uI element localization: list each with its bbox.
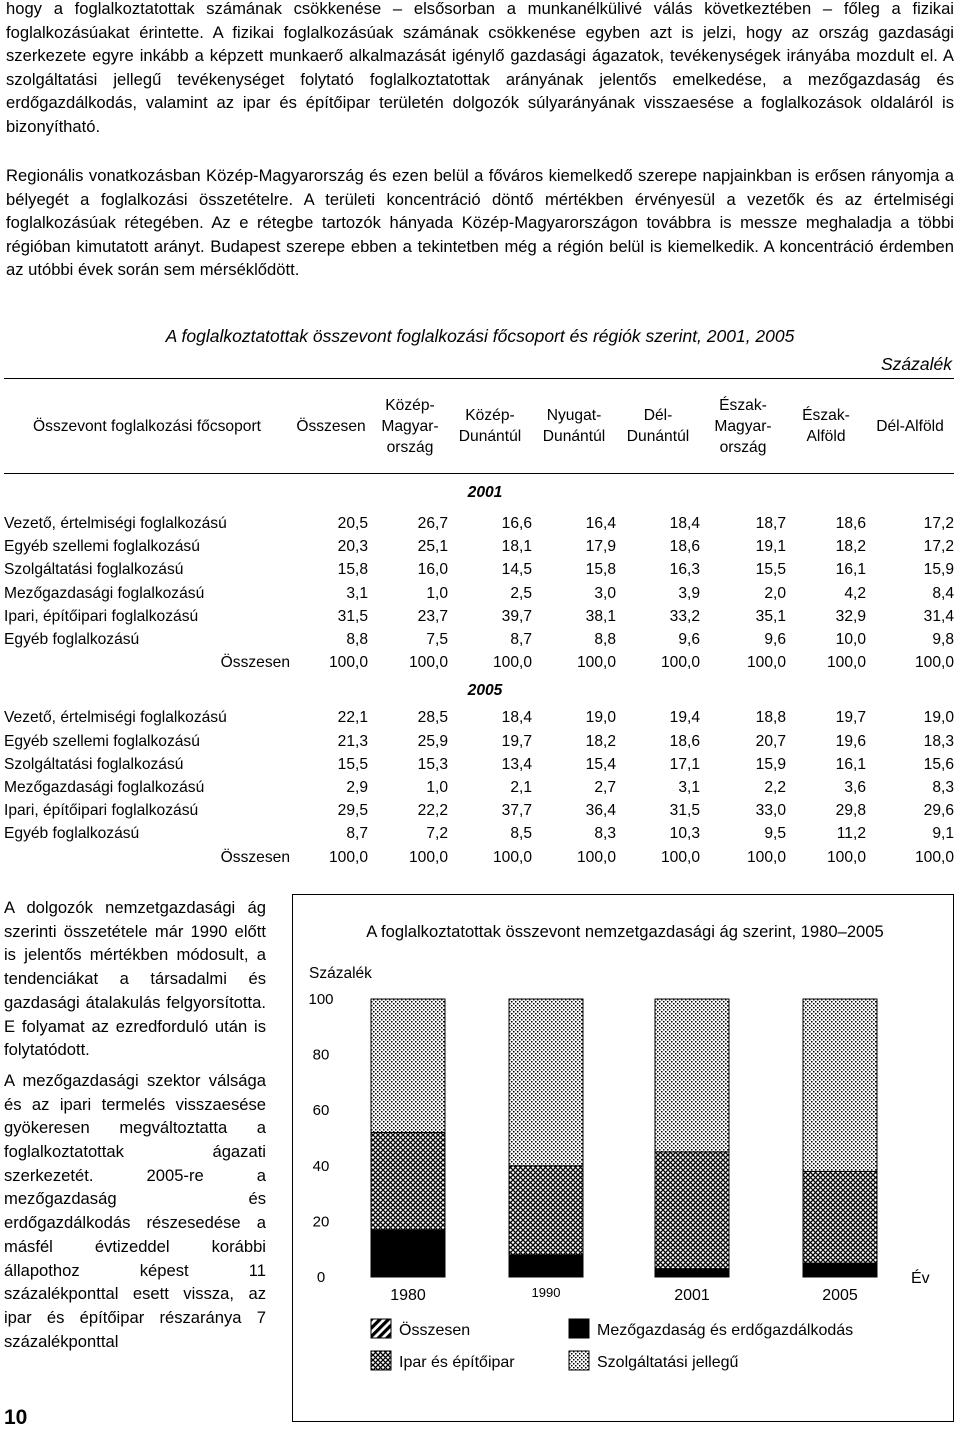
table-cell: 16,3: [669, 561, 700, 579]
table-cell: 17,1: [669, 755, 700, 773]
side-text: [4, 896, 266, 1360]
bar-segment: [509, 999, 583, 1166]
table-cell: 9,6: [764, 631, 786, 649]
table-cell: 14,5: [501, 561, 532, 579]
legend-label: Összesen: [399, 1322, 471, 1339]
table-row: [4, 535, 954, 558]
table-cell: 9,8: [932, 631, 954, 649]
table-cell: 18,1: [501, 538, 532, 556]
table-cell: 15,9: [755, 755, 786, 773]
table-row: [4, 605, 954, 628]
bar-segment: [509, 1166, 583, 1255]
table-title: A foglalkoztatottak összevont foglalkozási főcsoport és régiók szerint, 2001, 2005: [165, 326, 795, 346]
table-row: [4, 846, 954, 869]
y-tick-label: 0: [316, 1269, 326, 1286]
bar-segment: [371, 1230, 445, 1277]
table-row: [4, 651, 954, 674]
table-cell: 3,6: [844, 779, 866, 797]
row-label: Összesen: [220, 654, 290, 672]
table-cell: 1,0: [426, 779, 448, 797]
table-cell: 38,1: [585, 607, 616, 625]
row-label: Mezőgazdasági foglalkozású: [4, 584, 205, 602]
table-cell: 31,5: [337, 607, 368, 625]
y-tick-label: 20: [312, 1213, 330, 1231]
col-header-eszak-magyarorszag: Észak-Magyar-ország: [700, 379, 786, 474]
table-cell: 100,0: [746, 848, 786, 866]
body-paragraph-2: Regionális vonatkozásban Közép-Magyarország és ezen belül a főváros kiemelkedő szerepe napjainkban is erősen rányomja a bélyegét a foglalkozási összetételre. A területi koncentráció döntő mértékben érvényesül a vezetők és az értelmiségi foglalkozásúak rétegében. Az e rétegbe tartozók hányada Közép-Magyarországon továbbra is messze meghaladja a többi régióban kimutatott arányt. Budapest szerepe ebben a tekintetben még a régión belül is kiemelkedik. A koncentráció érdemben az utóbbi évek során sem mérséklődött.: [6, 166, 954, 279]
table-cell: 16,6: [501, 515, 532, 532]
table-cell: 15,3: [417, 755, 448, 773]
table-row: [4, 822, 954, 845]
table-unit: Százalék: [880, 354, 952, 374]
table-cell: 13,4: [501, 755, 532, 773]
row-label: Egyéb foglalkozású: [4, 631, 140, 649]
table-cell: 15,5: [337, 755, 368, 773]
table-cell: 17,2: [923, 538, 954, 556]
table-cell: 100,0: [746, 654, 786, 672]
y-axis-ticks: [308, 991, 333, 1286]
table-cell: 35,1: [755, 607, 786, 625]
table-cell: 19,0: [585, 709, 616, 727]
table-cell: 16,4: [585, 515, 616, 532]
table-cell: 100,0: [576, 848, 616, 866]
table-cell: 100,0: [492, 848, 532, 866]
table-cell: 15,8: [585, 561, 616, 579]
table-row: [4, 628, 954, 651]
table-cell: 18,4: [501, 709, 532, 727]
table-cell: 19,4: [669, 709, 700, 727]
table-cell: 18,2: [585, 732, 616, 750]
table-cell: 2,2: [764, 779, 786, 797]
x-tick-label: 1990: [531, 1285, 561, 1300]
bar-segment: [655, 1152, 729, 1269]
legend-swatch: [569, 1319, 589, 1338]
table-cell: 2,0: [764, 584, 786, 602]
x-tick-label: 2001: [674, 1287, 710, 1304]
table-cell: 29,5: [337, 802, 368, 820]
table-cell: 2,9: [346, 779, 368, 797]
row-label: Összesen: [220, 848, 290, 866]
table-body: [4, 474, 954, 869]
x-tick-label: 1980: [390, 1287, 426, 1304]
chart-title: A foglalkoztatottak összevont nemzetgazdasági ág szerint, 1980–2005: [366, 922, 884, 941]
page-number: 10: [4, 1406, 28, 1429]
table-cell: 25,9: [417, 732, 448, 750]
occupation-table: [4, 378, 954, 869]
year-row: [4, 674, 954, 706]
table-cell: 8,3: [932, 779, 954, 797]
row-label: Ipari, építőipari foglalkozású: [4, 607, 199, 625]
x-axis-labels: [390, 1285, 858, 1304]
table-cell: 18,8: [755, 709, 786, 727]
row-label: Egyéb szellemi foglalkozású: [4, 538, 200, 556]
table-row: [4, 558, 954, 581]
table-cell: 2,5: [510, 584, 532, 602]
col-header-nyugat-dunantul: Nyugat-Dunántúl: [532, 379, 616, 474]
table-cell: 39,7: [501, 607, 532, 625]
row-label: Szolgáltatási foglalkozású: [4, 561, 184, 579]
row-label: Ipari, építőipari foglalkozású: [4, 802, 199, 820]
table-cell: 28,5: [417, 709, 448, 727]
table-row: [4, 512, 954, 535]
table-cell: 9,1: [932, 825, 954, 843]
table-cell: 15,5: [755, 561, 786, 579]
table-cell: 1,0: [426, 584, 448, 602]
side-paragraph-2: A mezőgazdasági szektor válsága és az ipari termelés visszaesése gyökeresen megváltoztatta a foglalkoztatottak ágazati szerkezetét. 2005-re a mezőgazdaság és erdőgazdálkodás részesedése a másfél évtizeddel korábbi állapothoz képest 11 százalékponttal esett vissza, az ipar és építőipar részaránya 7 százalékponttal: [4, 1070, 266, 1351]
y-tick-label: 60: [312, 1102, 330, 1120]
y-tick-label: 40: [312, 1157, 330, 1175]
legend-swatch: [371, 1319, 391, 1338]
table-row: [4, 730, 954, 753]
chart-xlabel: Év: [911, 1270, 930, 1287]
legend-swatch: [371, 1351, 391, 1370]
table-cell: 33,2: [669, 607, 700, 625]
table-cell: 100,0: [328, 654, 368, 672]
table-cell: 8,4: [932, 584, 954, 602]
body-paragraph-1: hogy a foglalkoztatottak számának csökkenése – elsősorban a munkanélkülivé válás következtében – főleg a fizikai foglalkozásúakat érintette. A fizikai foglalkozásúak számának csökkenése egyben azt is jelzi, hogy az ország gazdasági szerkezete egyre inkább a képzett munkaerő alkalmazását igénylő gazdasági ágazatok, tevékenységek irányába mozdult el. A szolgáltatási jellegű tevékenységet folytató foglalkoztatottak arányának jelentős emelkedése, a mezőgazdaság és erdőgazdálkodás, valamint az ipar és építőipar területén dolgozók súlyarányának visszaesése a foglalkozások oldaláról is bizonyítható.: [6, 0, 954, 136]
table-cell: 8,7: [510, 631, 532, 649]
legend-label: Szolgáltatási jellegű: [597, 1354, 739, 1371]
chart-legend: [371, 1319, 853, 1371]
table-cell: 18,6: [669, 538, 700, 556]
table-cell: 100,0: [492, 654, 532, 672]
row-label: Egyéb foglalkozású: [4, 825, 140, 843]
table-cell: 36,4: [585, 802, 616, 820]
col-header-del-alfold: Dél-Alföld: [866, 379, 954, 474]
table-cell: 10,0: [835, 631, 866, 649]
table-cell: 31,5: [669, 802, 700, 820]
table-cell: 16,1: [835, 755, 866, 773]
table-cell: 20,3: [337, 538, 368, 556]
table-cell: 22,2: [417, 802, 448, 820]
table-cell: 15,6: [923, 755, 954, 773]
table-row: [4, 753, 954, 776]
table-cell: 15,8: [337, 561, 368, 579]
table-cell: 17,2: [923, 515, 954, 532]
bar-segment: [655, 1269, 729, 1277]
table-cell: 100,0: [408, 654, 448, 672]
table-cell: 8,3: [594, 825, 616, 843]
year-label: 2001: [467, 484, 503, 502]
table-cell: 19,7: [501, 732, 532, 750]
bar-segment: [509, 1255, 583, 1277]
bar-segment: [655, 999, 729, 1152]
bar-segment: [803, 1263, 877, 1277]
table-cell: 100,0: [826, 654, 866, 672]
chart-ylabel: Százalék: [309, 965, 372, 982]
table-cell: 18,3: [923, 732, 954, 750]
table-cell: 100,0: [914, 654, 954, 672]
table-row: [4, 582, 954, 605]
col-header-kozep-dunantul: Közép-Dunántúl: [448, 379, 532, 474]
table-cell: 29,8: [835, 802, 866, 820]
table-cell: 8,8: [346, 631, 368, 649]
year-label: 2005: [467, 681, 503, 699]
table-cell: 100,0: [328, 848, 368, 866]
table-cell: 18,6: [835, 515, 866, 532]
table-cell: 31,4: [923, 607, 954, 625]
table-cell: 3,9: [678, 584, 700, 602]
table-cell: 16,0: [417, 561, 448, 579]
row-label: Vezető, értelmiségi foglalkozású: [4, 515, 227, 532]
table-cell: 37,7: [501, 802, 532, 820]
chart-svg: [293, 895, 953, 1421]
table-cell: 7,5: [426, 631, 448, 649]
bar-segment: [371, 1132, 445, 1229]
table-cell: 100,0: [826, 848, 866, 866]
table-cell: 2,7: [594, 779, 616, 797]
table-cell: 19,0: [923, 709, 954, 727]
col-header-total: Összesen: [290, 379, 372, 474]
table-cell: 15,4: [585, 755, 616, 773]
table-cell: 8,8: [594, 631, 616, 649]
table-cell: 17,9: [585, 538, 616, 556]
table-cell: 8,5: [510, 825, 532, 843]
table-cell: 25,1: [417, 538, 448, 556]
table-cell: 100,0: [660, 654, 700, 672]
table-cell: 3,1: [346, 584, 368, 602]
bar-segment: [371, 999, 445, 1132]
table-row: [4, 799, 954, 822]
legend-label: Mezőgazdaság és erdőgazdálkodás: [597, 1322, 854, 1339]
table-cell: 100,0: [660, 848, 700, 866]
y-tick-label: 80: [312, 1046, 330, 1064]
col-header-kozep-magyarorszag: Közép-Magyar-ország: [372, 379, 448, 474]
bar-segment: [803, 1171, 877, 1263]
table-cell: 100,0: [914, 848, 954, 866]
table-cell: 22,1: [337, 709, 368, 727]
table-cell: 9,5: [764, 825, 786, 843]
table-cell: 100,0: [576, 654, 616, 672]
bar-segment: [803, 999, 877, 1171]
y-tick-label: 100: [308, 991, 334, 1008]
table-cell: 7,2: [426, 825, 448, 843]
row-label: Szolgáltatási foglalkozású: [4, 755, 184, 773]
table-row: [4, 776, 954, 799]
table-cell: 33,0: [755, 802, 786, 820]
table-cell: 20,5: [337, 515, 368, 532]
table-cell: 23,7: [417, 607, 448, 625]
table-cell: 19,1: [755, 538, 786, 556]
row-label: Vezető, értelmiségi foglalkozású: [4, 709, 227, 727]
table-cell: 29,6: [923, 802, 954, 820]
table-cell: 19,7: [835, 709, 866, 727]
table-cell: 18,6: [669, 732, 700, 750]
x-tick-label: 2005: [822, 1287, 858, 1304]
table-cell: 8,7: [346, 825, 368, 843]
table-cell: 21,3: [337, 732, 368, 750]
table-row: [4, 706, 954, 729]
table-cell: 10,3: [669, 825, 700, 843]
row-label: Mezőgazdasági foglalkozású: [4, 779, 205, 797]
table-cell: 3,0: [594, 584, 616, 602]
legend-label: Ipar és építőipar: [399, 1354, 515, 1371]
table-cell: 2,1: [510, 779, 532, 797]
sector-chart: [292, 894, 954, 1422]
table-cell: 11,2: [836, 825, 866, 843]
table-cell: 100,0: [408, 848, 448, 866]
chart-bars: [371, 999, 877, 1277]
table-cell: 19,6: [835, 732, 866, 750]
table-cell: 32,9: [835, 607, 866, 625]
year-row: [4, 474, 954, 513]
table-cell: 18,2: [835, 538, 866, 556]
col-header-eszak-alfold: Észak-Alföld: [786, 379, 866, 474]
table-cell: 26,7: [417, 515, 448, 532]
table-cell: 4,2: [844, 584, 866, 602]
side-paragraph-1: A dolgozók nemzetgazdasági ág szerinti összetétele már 1990 előtt is jelentős mértékben módosult, a tendenciákat a társadalmi és gazdasági átalakulás felgyorsította. E folyamat az ezredforduló után is folytatódott.: [4, 898, 266, 1060]
col-header-group: Összevont foglalkozási főcsoport: [4, 379, 290, 474]
table-cell: 9,6: [678, 631, 700, 649]
table-cell: 18,7: [755, 515, 786, 532]
table-cell: 16,1: [835, 561, 866, 579]
legend-swatch: [569, 1351, 589, 1370]
row-label: Egyéb szellemi foglalkozású: [4, 732, 200, 750]
table-cell: 3,1: [678, 779, 700, 797]
table-cell: 18,4: [669, 515, 700, 532]
table-cell: 15,9: [923, 561, 954, 579]
table-cell: 20,7: [755, 732, 786, 750]
col-header-del-dunantul: Dél-Dunántúl: [616, 379, 700, 474]
